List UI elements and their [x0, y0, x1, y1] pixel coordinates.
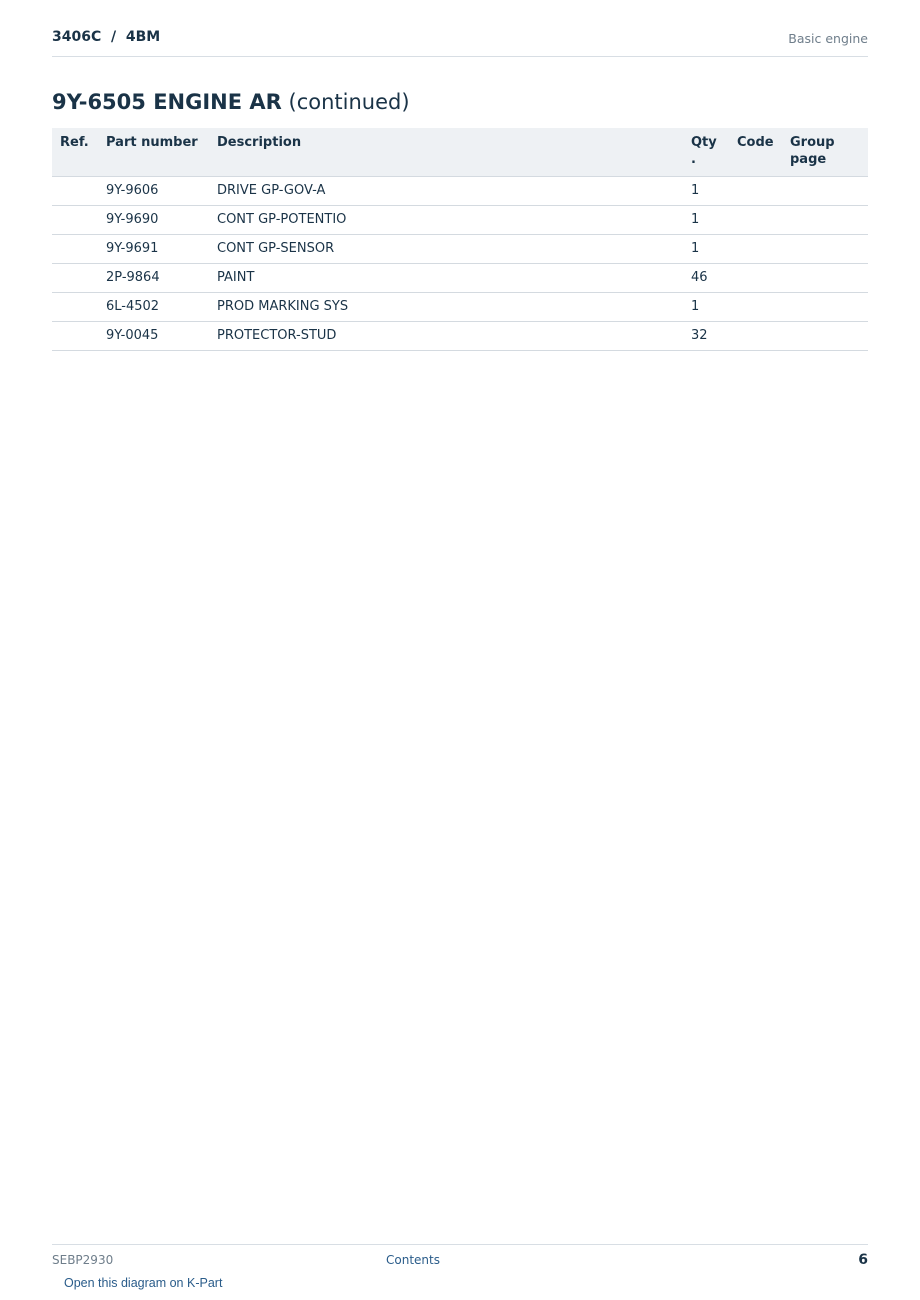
page-header: [52, 28, 868, 57]
cell-part-number: 2P-9864: [98, 264, 209, 293]
cell-description: PAINT: [209, 264, 683, 293]
cell-group-page: [782, 206, 868, 235]
table-row: [52, 177, 868, 206]
document-id: SEBP2930: [52, 1253, 114, 1267]
page-title: [52, 90, 410, 114]
cell-code: [729, 206, 782, 235]
cell-qty: 1: [683, 206, 729, 235]
open-kpart-link[interactable]: Open this diagram on K-Part: [64, 1276, 223, 1290]
cell-code: [729, 264, 782, 293]
column-header-qty: [683, 128, 729, 177]
cell-part-number: 6L-4502: [98, 293, 209, 322]
section-name: Basic engine: [788, 31, 868, 46]
cell-group-page: [782, 235, 868, 264]
cell-group-page: [782, 293, 868, 322]
continued-label: (continued): [288, 90, 410, 114]
contents-link[interactable]: Contents: [386, 1253, 440, 1267]
assembly-part-number: 9Y-6505 ENGINE AR: [52, 90, 282, 114]
cell-part-number: 9Y-0045: [98, 322, 209, 351]
qty-header-line2: .: [691, 152, 696, 167]
column-header-group-page: [782, 128, 868, 177]
cell-qty: 1: [683, 177, 729, 206]
cell-description: DRIVE GP-GOV-A: [209, 177, 683, 206]
cell-code: [729, 293, 782, 322]
cell-part-number: 9Y-9691: [98, 235, 209, 264]
column-header-code: Code: [729, 128, 782, 177]
page-number: 6: [858, 1252, 868, 1268]
cell-ref: [52, 264, 98, 293]
table-row: [52, 235, 868, 264]
column-header-part-number: Part number: [98, 128, 209, 177]
table-row: [52, 322, 868, 351]
qty-header-line1: Qty: [691, 135, 717, 150]
cell-description: PROTECTOR-STUD: [209, 322, 683, 351]
cell-part-number: 9Y-9690: [98, 206, 209, 235]
parts-table: [52, 128, 868, 351]
column-header-description: Description: [209, 128, 683, 177]
cell-ref: [52, 206, 98, 235]
cell-group-page: [782, 322, 868, 351]
cell-description: CONT GP-POTENTIO: [209, 206, 683, 235]
group-header-line1: Group: [790, 135, 835, 150]
column-header-ref: Ref.: [52, 128, 98, 177]
cell-description: PROD MARKING SYS: [209, 293, 683, 322]
cell-ref: [52, 322, 98, 351]
group-header-line2: page: [790, 152, 827, 167]
table-row: [52, 206, 868, 235]
cell-qty: 32: [683, 322, 729, 351]
table-row: [52, 293, 868, 322]
model-title: 3406C / 4BM: [52, 29, 161, 45]
cell-ref: [52, 177, 98, 206]
cell-code: [729, 235, 782, 264]
cell-ref: [52, 235, 98, 264]
cell-qty: 46: [683, 264, 729, 293]
cell-ref: [52, 293, 98, 322]
cell-qty: 1: [683, 293, 729, 322]
table-header-row: [52, 128, 868, 177]
cell-code: [729, 322, 782, 351]
cell-qty: 1: [683, 235, 729, 264]
cell-group-page: [782, 177, 868, 206]
cell-code: [729, 177, 782, 206]
cell-group-page: [782, 264, 868, 293]
table-row: [52, 264, 868, 293]
cell-part-number: 9Y-9606: [98, 177, 209, 206]
page-footer: [52, 1244, 868, 1275]
cell-description: CONT GP-SENSOR: [209, 235, 683, 264]
